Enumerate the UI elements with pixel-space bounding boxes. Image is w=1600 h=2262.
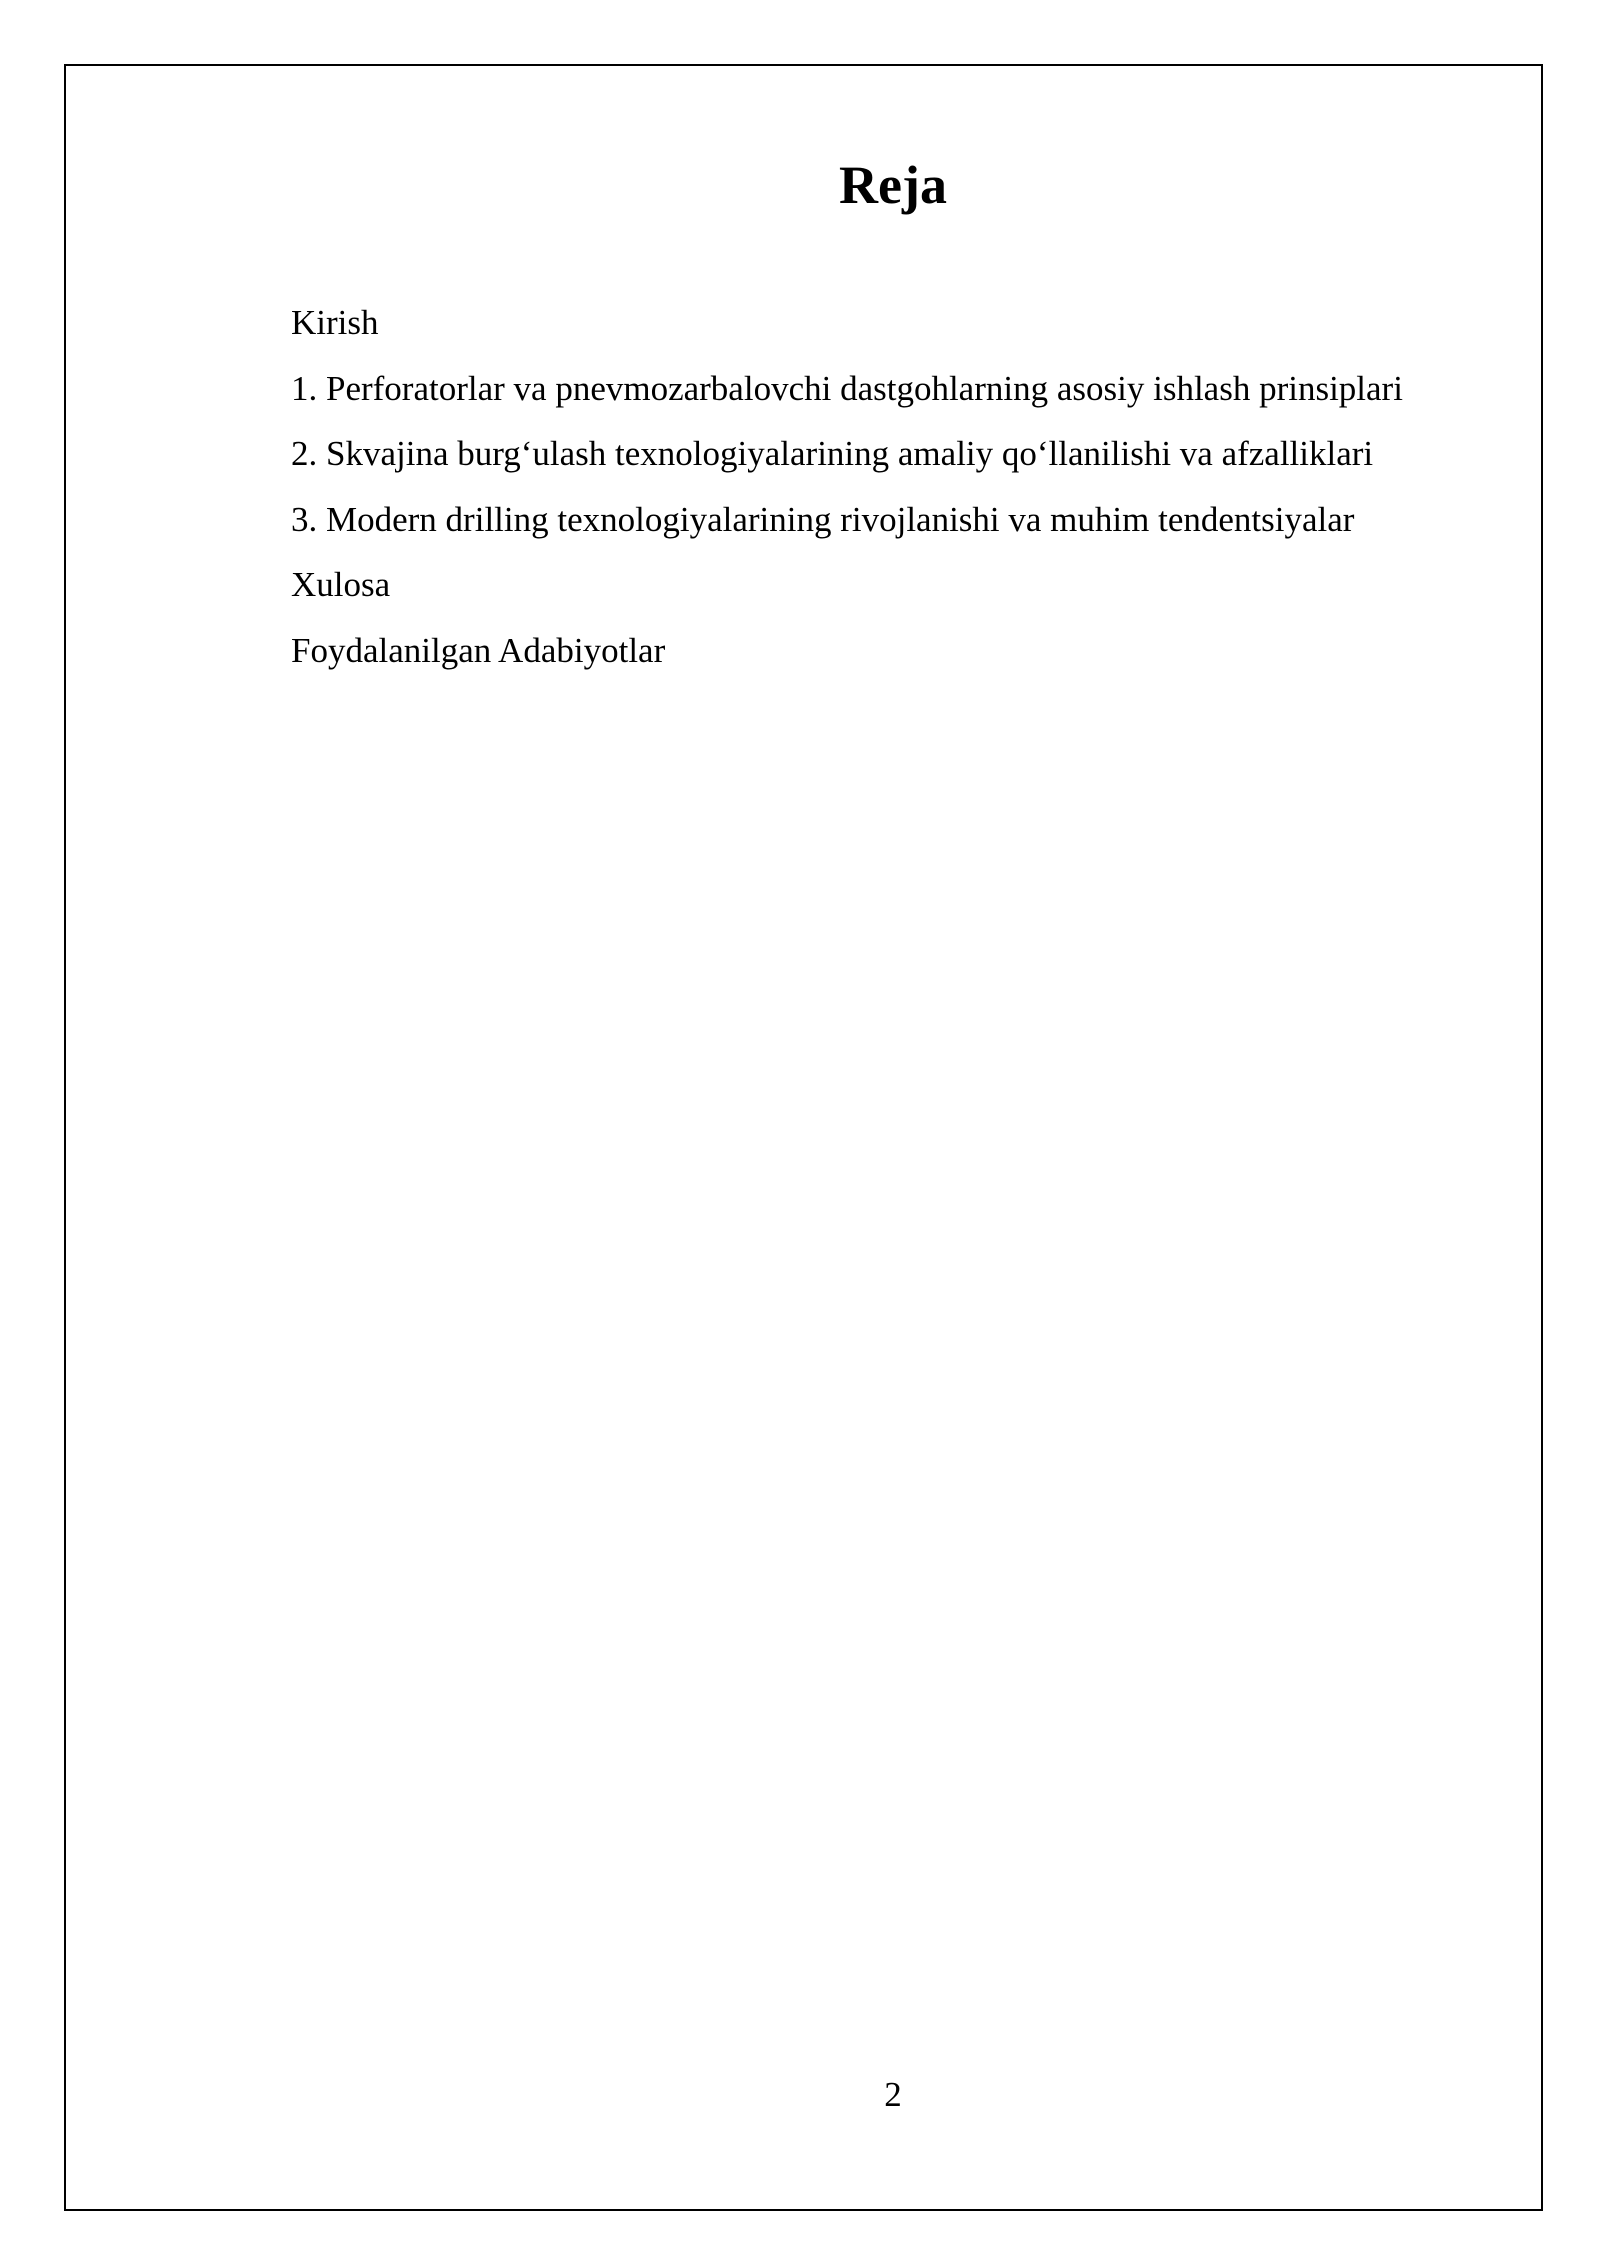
toc-item-conclusion: Xulosa xyxy=(291,565,391,604)
table-of-contents xyxy=(291,290,1531,683)
toc-item-section-2: 2. Skvajina burg‘ulash texnologiyalarining amaliy qo‘llanilishi va afzalliklari xyxy=(291,434,1374,473)
toc-item-introduction: Kirish xyxy=(291,303,379,342)
toc-item-section-3: 3. Modern drilling texnologiyalarining rivojlanishi va muhim tendentsiyalar xyxy=(291,499,1355,539)
toc-item-references: Foydalanilgan Adabiyotlar xyxy=(291,630,666,670)
page-number: 2 xyxy=(884,2075,902,2114)
page-title: Reja xyxy=(839,155,947,215)
toc-item-section-1: 1. Perforatorlar va pnevmozarbalovchi dastgohlarning asosiy ishlash prinsiplari xyxy=(291,368,1403,408)
